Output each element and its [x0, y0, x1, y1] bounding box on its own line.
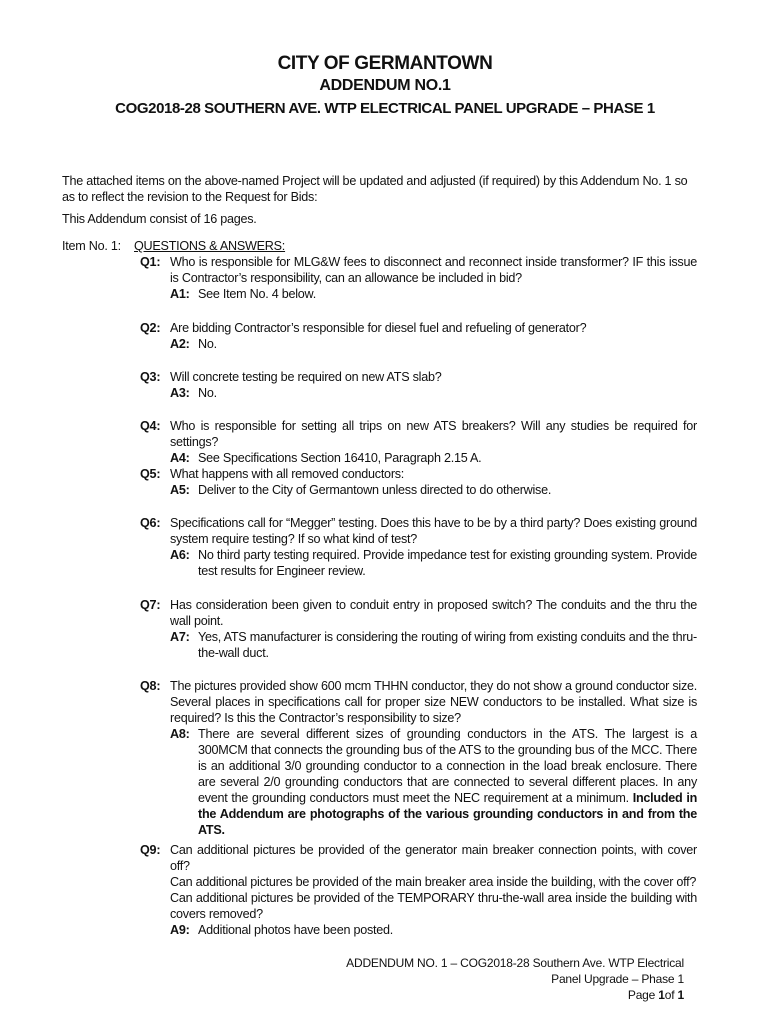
qa-block [140, 466, 697, 498]
answer-text: See Item No. 4 below. [198, 287, 316, 301]
answer-text: Deliver to the City of Germantown unless directed to do otherwise. [198, 483, 552, 497]
question-text: Will concrete testing be required on new ATS slab? [170, 370, 442, 384]
answer-tag: A6: [170, 548, 190, 562]
question [140, 418, 697, 450]
question-tag: Q3: [140, 370, 161, 384]
qa-block [140, 369, 697, 401]
answer [140, 286, 697, 302]
page-footer [346, 955, 684, 1003]
answer-tag: A4: [170, 451, 190, 465]
question-line: Can additional pictures be provided of the generator main breaker connection points, with cover off? [170, 843, 697, 873]
question-text: Has consideration been given to conduit entry in proposed switch? The conduits and the thru the wall point. [170, 598, 697, 628]
qa-block [140, 418, 697, 466]
qa-block [140, 597, 697, 661]
answer-tag: A9: [170, 923, 190, 937]
answer [140, 629, 697, 661]
item-heading: QUESTIONS & ANSWERS: [134, 239, 286, 253]
answer [140, 450, 697, 466]
document-subtitle: ADDENDUM NO.1 [319, 77, 451, 94]
answer [140, 336, 697, 352]
question [140, 678, 697, 726]
item-label: Item No. 1: [62, 239, 121, 253]
question-tag: Q6: [140, 516, 161, 530]
page-count-note: This Addendum consist of 16 pages. [62, 212, 257, 226]
question-line: Can additional pictures be provided of the TEMPORARY thru-the-wall area inside the building with covers removed? [170, 891, 697, 921]
answer-text: Additional photos have been posted. [198, 923, 394, 937]
question [140, 515, 697, 547]
answer-tag: A8: [170, 727, 190, 741]
qa-block [140, 254, 697, 302]
answer [140, 385, 697, 401]
question-text: Who is responsible for MLG&W fees to disconnect and reconnect inside transformer? IF this issue is Contractor’s responsibility, can an allowance be included in bid? [170, 255, 697, 285]
question-tag: Q2: [140, 321, 161, 335]
answer-text: No. [198, 386, 217, 400]
project-title: COG2018-28 SOUTHERN AVE. WTP ELECTRICAL PANEL UPGRADE – PHASE 1 [115, 100, 655, 117]
answer-highlight: Included in the Addendum are photographs of the various grounding conductors in and from the ATS. [198, 791, 698, 837]
question-tag: Q1: [140, 255, 161, 269]
question-text: What happens with all removed conductors: [170, 467, 405, 481]
question-tag: Q4: [140, 419, 161, 433]
intro-paragraph: The attached items on the above-named Project will be updated and adjusted (if required) by this Addendum No. 1 so as to reflect the revision to the Request for Bids: [62, 174, 688, 204]
answer-tag: A5: [170, 483, 190, 497]
intro-section [62, 173, 702, 231]
answer-text: Yes, ATS manufacturer is considering the routing of wiring from existing conduits and the thru-the-wall duct. [198, 630, 697, 660]
qa-block [140, 842, 697, 938]
answer [140, 726, 697, 838]
question [140, 254, 697, 286]
answer-text: See Specifications Section 16410, Paragraph 2.15 A. [198, 451, 482, 465]
question-text: Specifications call for “Megger” testing. Does this have to be by a third party? Does existing ground system require testing? If so what kind of test? [170, 516, 697, 546]
page-number: Page 1of 1 [627, 988, 684, 1002]
answer [140, 482, 697, 498]
question-text: Are bidding Contractor’s responsible for diesel fuel and refueling of generator? [170, 321, 587, 335]
question [140, 369, 697, 385]
qa-block [140, 320, 697, 352]
question-text: The pictures provided show 600 mcm THHN conductor, they do not show a ground conductor size. Several places in specifications call for proper size NEW conductors to be installed. What size is required? Is this the Contractor’s responsibility to size? [170, 679, 697, 725]
answer-tag: A1: [170, 287, 190, 301]
answer-tag: A2: [170, 337, 190, 351]
answer-tag: A3: [170, 386, 190, 400]
qa-block [140, 515, 697, 579]
answer-text: There are several different sizes of grounding conductors in the ATS. The largest is a 300MCM that connects the grounding bus of the ATS to the grounding bus of the MCC. There is an additional 3/0 grounding conductor to a connection in the load break enclosure. There are several 2/0 grounding conductors that are connected to several different places. In any event the grounding conductors must meet the NEC requirement at a minimum. [198, 727, 697, 805]
question-text: Who is responsible for setting all trips on new ATS breakers? Will any studies be required for settings? [170, 419, 697, 449]
answer-tag: A7: [170, 630, 190, 644]
footer-line-2: Panel Upgrade – Phase 1 [551, 972, 684, 986]
question [140, 320, 697, 336]
question-tag: Q9: [140, 843, 161, 857]
document-title: CITY OF GERMANTOWN [277, 53, 493, 74]
question [140, 842, 697, 922]
footer-line-1: ADDENDUM NO. 1 – COG2018-28 Southern Ave. WTP Electrical [346, 956, 684, 970]
answer [140, 547, 697, 579]
answer [140, 922, 697, 938]
question-tag: Q5: [140, 467, 161, 481]
answer-text: No. [198, 337, 217, 351]
question-tag: Q8: [140, 679, 161, 693]
qa-block [140, 678, 697, 838]
question [140, 597, 697, 629]
answer-text: No third party testing required. Provide impedance test for existing grounding system. Provide test results for Engineer review. [198, 548, 697, 578]
question-line: Can additional pictures be provided of the main breaker area inside the building, with the cover off? [170, 875, 697, 889]
question-tag: Q7: [140, 598, 161, 612]
document-header [0, 52, 770, 119]
question [140, 466, 697, 482]
